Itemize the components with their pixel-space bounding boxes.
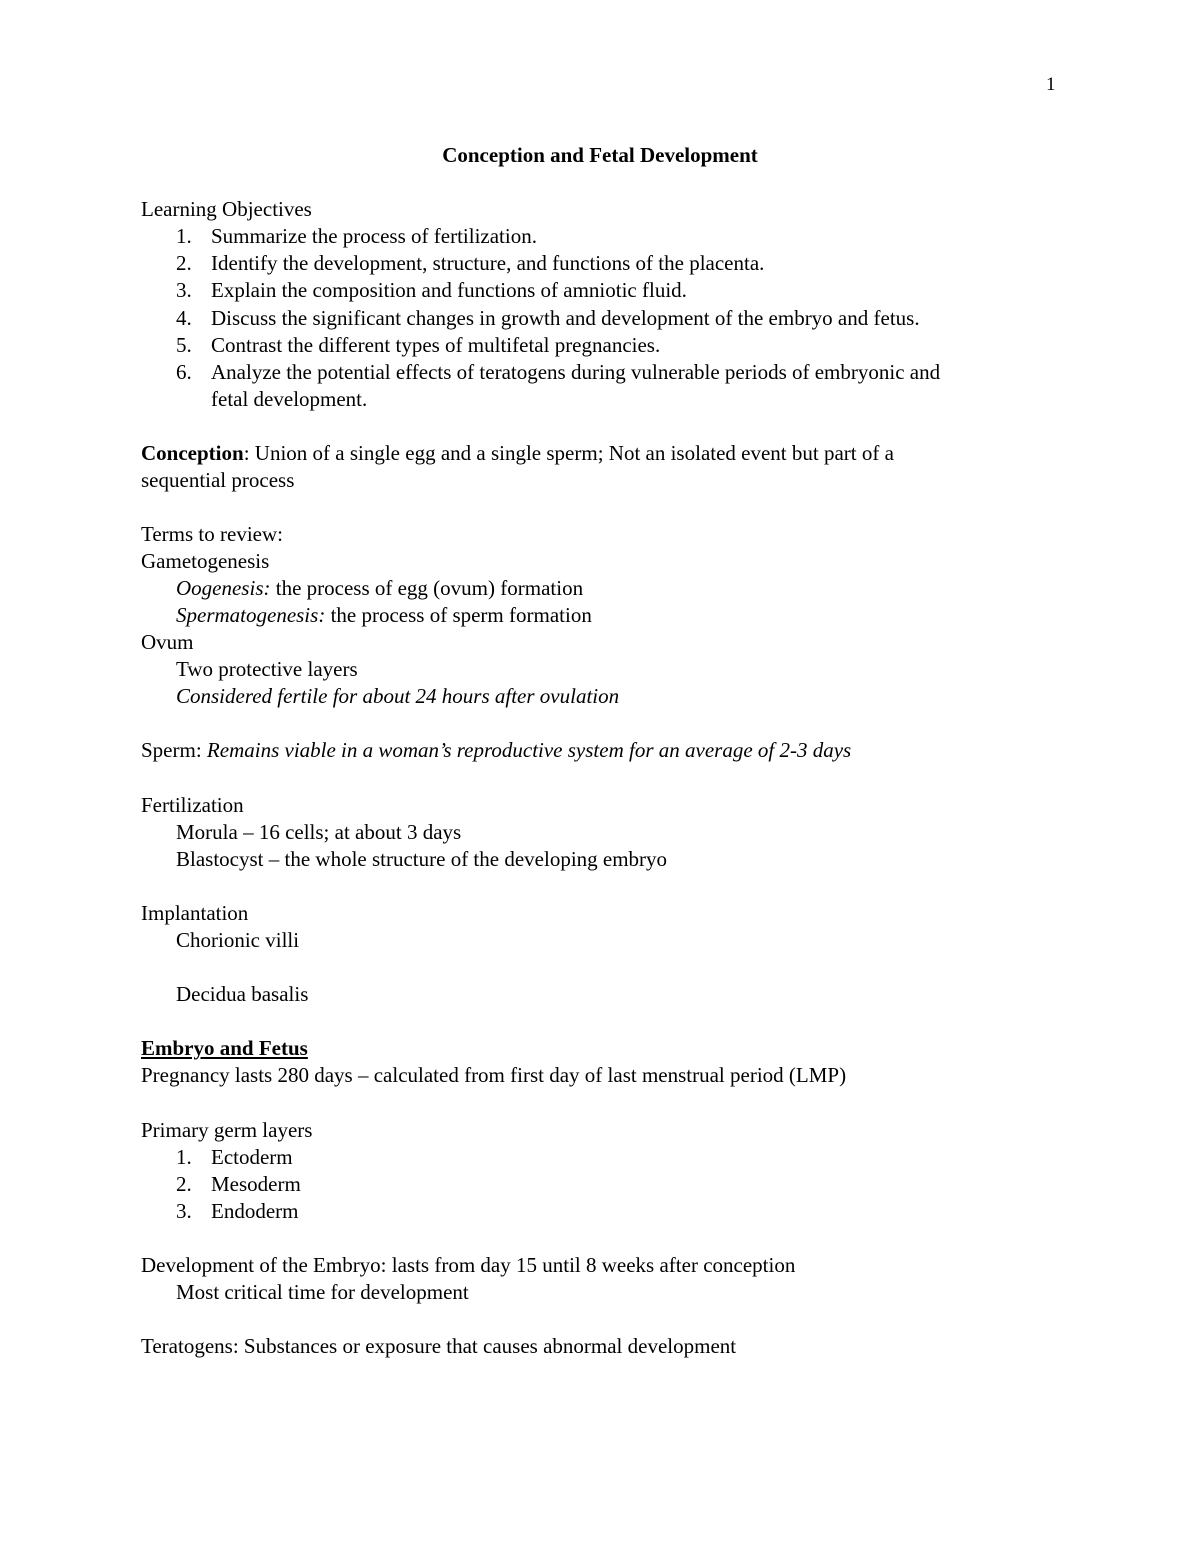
spermatogenesis-term: Spermatogenesis: bbox=[176, 603, 326, 627]
ovum-label: Ovum bbox=[141, 630, 194, 654]
conception-definition bbox=[141, 440, 894, 467]
review-heading: Terms to review: bbox=[141, 522, 283, 546]
objective-text: Analyze the potential effects of teratogens during vulnerable periods of embryonic and bbox=[211, 360, 941, 384]
spermatogenesis-line bbox=[176, 602, 592, 629]
morula-line: Morula – 16 cells; at about 3 days bbox=[176, 820, 462, 844]
objective-text: Discuss the significant changes in growth and development of the embryo and fetus. bbox=[211, 306, 920, 330]
objective-text-continued: fetal development. bbox=[211, 387, 368, 411]
embryo-development-line: Development of the Embryo: lasts from day 15 until 8 weeks after conception bbox=[141, 1253, 796, 1277]
objective-text: Summarize the process of fertilization. bbox=[211, 224, 537, 248]
fertilization-heading: Fertilization bbox=[141, 793, 244, 817]
objective-text: Identify the development, structure, and functions of the placenta. bbox=[211, 251, 765, 275]
objective-number: 6. bbox=[176, 360, 192, 384]
chorionic-villi: Chorionic villi bbox=[176, 928, 300, 952]
germ-layers-heading: Primary germ layers bbox=[141, 1118, 313, 1142]
oogenesis-term: Oogenesis: bbox=[176, 576, 271, 600]
document-title: Conception and Fetal Development bbox=[442, 143, 758, 167]
implantation-heading: Implantation bbox=[141, 901, 249, 925]
germ-layer-number: 3. bbox=[176, 1199, 192, 1223]
objective-number: 4. bbox=[176, 306, 192, 330]
ovum-fertile: Considered fertile for about 24 hours after ovulation bbox=[176, 684, 620, 708]
sperm-label: Sperm: bbox=[141, 738, 207, 762]
conception-def-continued: sequential process bbox=[141, 468, 295, 492]
ovum-layers: Two protective layers bbox=[176, 657, 358, 681]
oogenesis-line bbox=[176, 575, 583, 602]
objective-text: Contrast the different types of multifetal pregnancies. bbox=[211, 333, 661, 357]
objectives-heading: Learning Objectives bbox=[141, 197, 312, 221]
page-number: 1 bbox=[1046, 74, 1056, 95]
embryo-heading: Embryo and Fetus bbox=[141, 1036, 308, 1060]
germ-layer-text: Ectoderm bbox=[211, 1145, 293, 1169]
conception-term: Conception bbox=[141, 441, 244, 465]
teratogens-line: Teratogens: Substances or exposure that causes abnormal development bbox=[141, 1334, 737, 1358]
decidua-basalis: Decidua basalis bbox=[176, 982, 309, 1006]
blastocyst-line: Blastocyst – the whole structure of the developing embryo bbox=[176, 847, 668, 871]
objective-number: 1. bbox=[176, 224, 192, 248]
conception-def: : Union of a single egg and a single sperm; Not an isolated event but part of a bbox=[243, 441, 894, 465]
germ-layer-number: 2. bbox=[176, 1172, 192, 1196]
pregnancy-line: Pregnancy lasts 280 days – calculated from first day of last menstrual period (LMP) bbox=[141, 1063, 847, 1087]
objective-text: Explain the composition and functions of amniotic fluid. bbox=[211, 278, 687, 302]
sperm-text: Remains viable in a woman’s reproductive system for an average of 2-3 days bbox=[206, 738, 852, 762]
oogenesis-def: the process of egg (ovum) formation bbox=[270, 576, 584, 600]
critical-time-line: Most critical time for development bbox=[176, 1280, 469, 1304]
spermatogenesis-def: the process of sperm formation bbox=[325, 603, 592, 627]
germ-layer-text: Mesoderm bbox=[211, 1172, 301, 1196]
objective-number: 3. bbox=[176, 278, 192, 302]
germ-layer-text: Endoderm bbox=[211, 1199, 299, 1223]
objective-number: 5. bbox=[176, 333, 192, 357]
germ-layer-number: 1. bbox=[176, 1145, 192, 1169]
gametogenesis-label: Gametogenesis bbox=[141, 549, 270, 573]
objective-number: 2. bbox=[176, 251, 192, 275]
sperm-line bbox=[141, 737, 851, 764]
